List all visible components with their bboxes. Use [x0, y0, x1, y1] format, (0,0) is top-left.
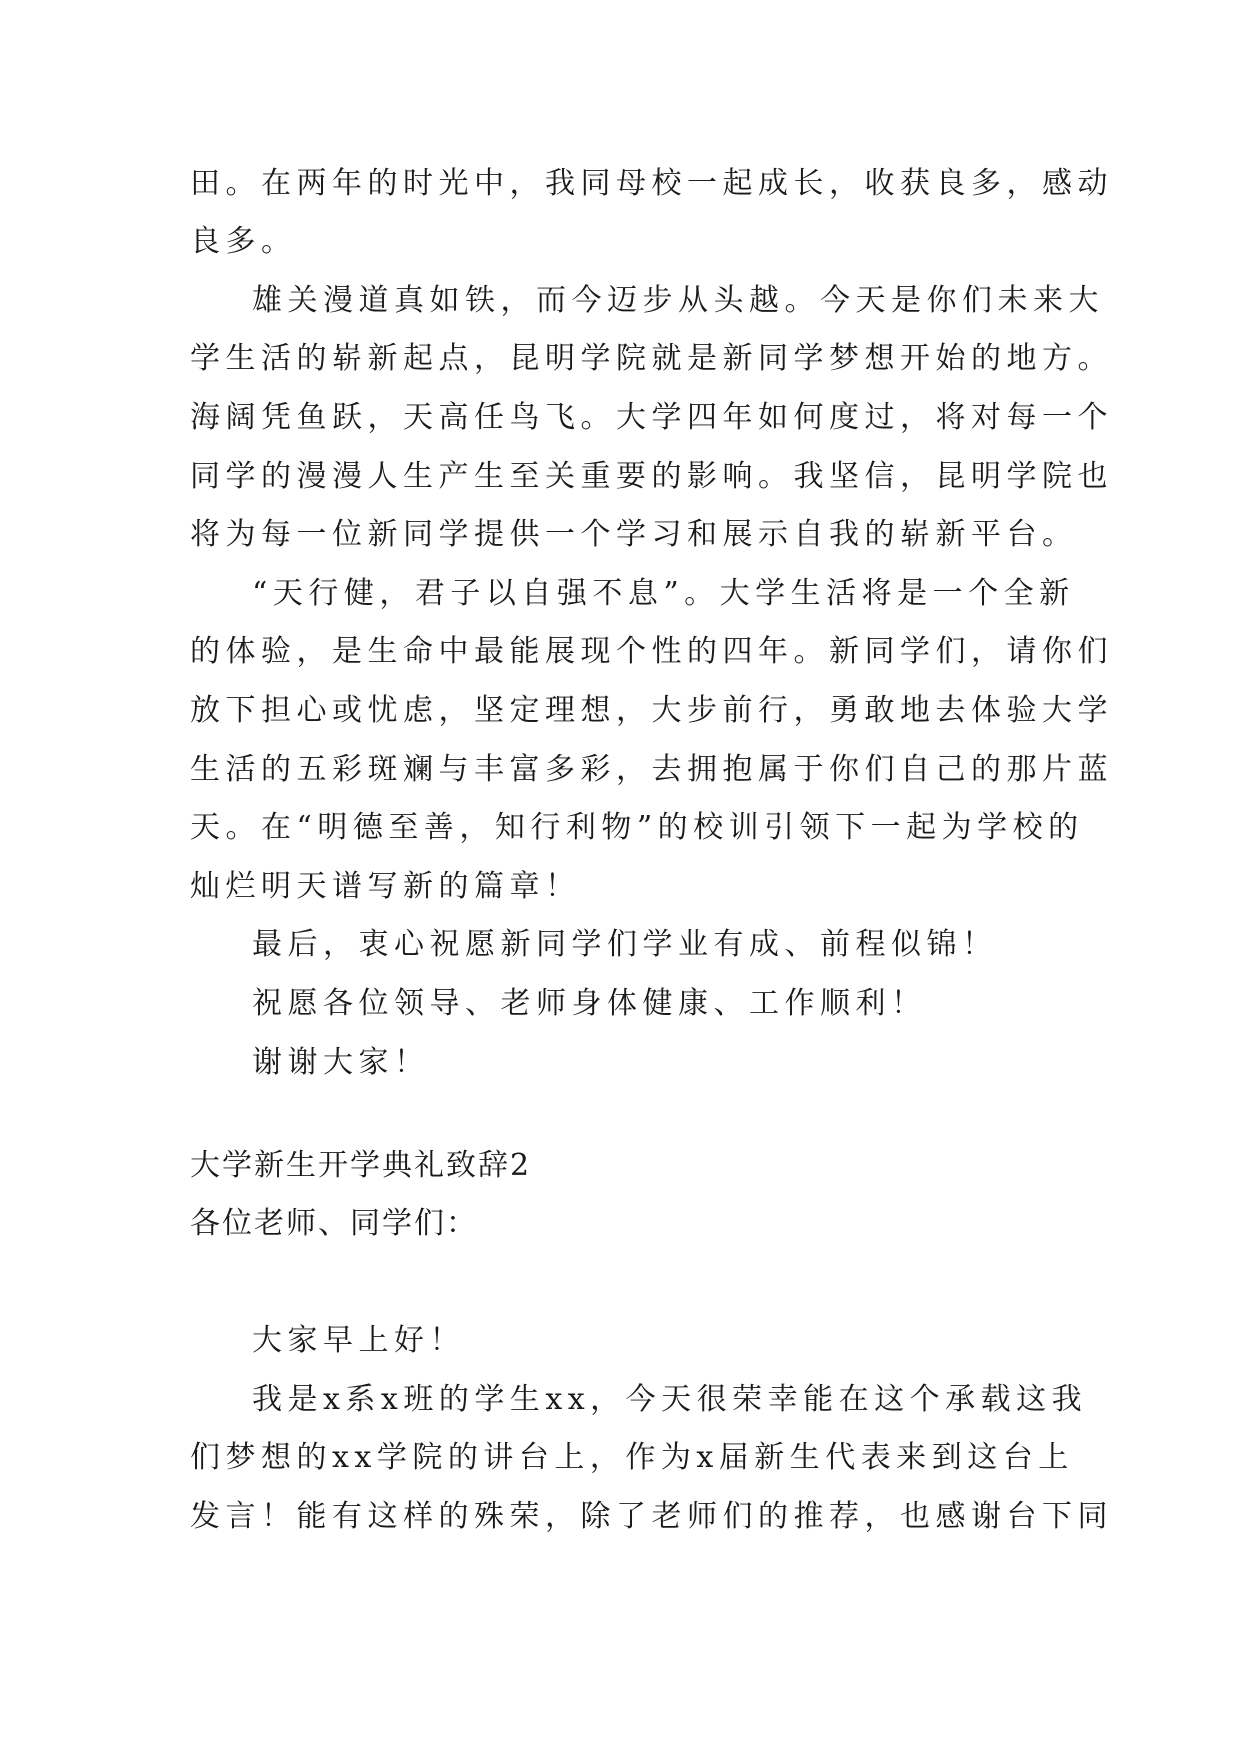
paragraph-line: “天行健，君子以自强不息”。大学生活将是一个全新 — [252, 576, 1075, 611]
paragraph-line: 们梦想的xx学院的讲台上，作为x届新生代表来到这台上 — [190, 1440, 1074, 1475]
section-title: 大学新生开学典礼致辞2 — [190, 1148, 532, 1183]
greeting: 大家早上好！ — [252, 1323, 465, 1358]
paragraph-line: 学生活的崭新起点，昆明学院就是新同学梦想开始的地方。 — [190, 341, 1113, 376]
paragraph-line: 良多。 — [190, 224, 297, 259]
paragraph-line: 灿烂明天谱写新的篇章！ — [190, 869, 581, 904]
paragraph-line: 的体验，是生命中最能展现个性的四年。新同学们，请你们 — [190, 634, 1113, 669]
paragraph-line: 发言！能有这样的殊荣，除了老师们的推荐，也感谢台下同 — [190, 1499, 1113, 1534]
paragraph-line: 最后，衷心祝愿新同学们学业有成、前程似锦！ — [252, 927, 998, 962]
paragraph-line: 田。在两年的时光中，我同母校一起成长，收获良多，感动 — [190, 166, 1113, 201]
paragraph-line: 谢谢大家！ — [252, 1045, 430, 1080]
paragraph-line: 我是x系x班的学生xx，今天很荣幸能在这个承载这我 — [252, 1382, 1088, 1417]
paragraph-line: 天。在“明德至善，知行利物”的校训引领下一起为学校的 — [190, 810, 1084, 845]
paragraph-line: 雄关漫道真如铁，而今迈步从头越。今天是你们未来大 — [252, 283, 1104, 318]
paragraph-line: 海阔凭鱼跃，天高任鸟飞。大学四年如何度过，将对每一个 — [190, 400, 1113, 435]
paragraph-line: 同学的漫漫人生产生至关重要的影响。我坚信，昆明学院也 — [190, 459, 1113, 494]
paragraph-line: 祝愿各位领导、老师身体健康、工作顺利！ — [252, 986, 927, 1021]
paragraph-line: 生活的五彩斑斓与丰富多彩，去拥抱属于你们自己的那片蓝 — [190, 752, 1113, 787]
paragraph-line: 放下担心或忧虑，坚定理想，大步前行，勇敢地去体验大学 — [190, 693, 1113, 728]
salutation: 各位老师、同学们： — [190, 1206, 478, 1241]
paragraph-line: 将为每一位新同学提供一个学习和展示自我的崭新平台。 — [190, 517, 1078, 552]
